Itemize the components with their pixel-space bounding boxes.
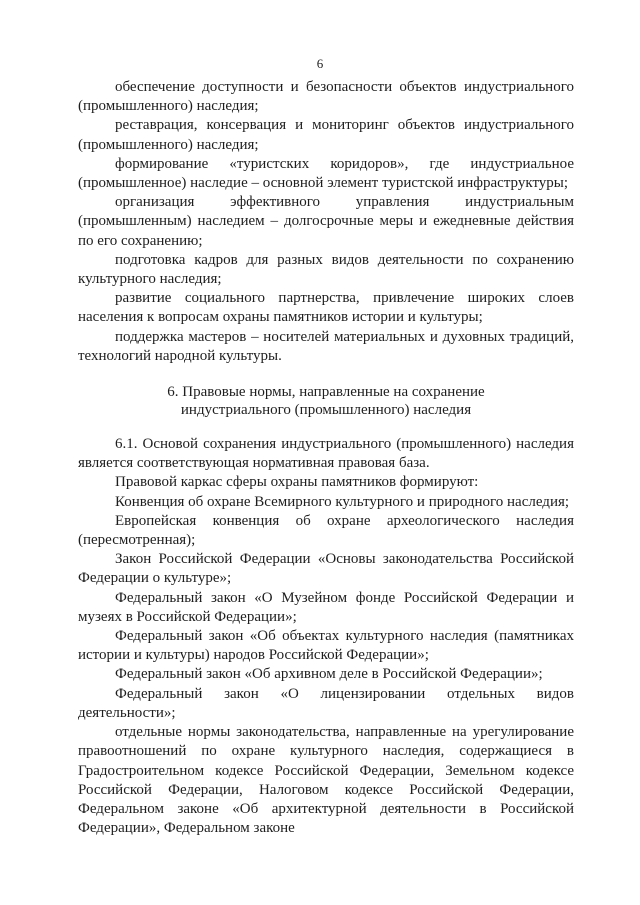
section-heading-line: 6. Правовые нормы, направленные на сохранение [167,384,485,401]
paragraph: 6.1. Основой сохранения индустриального (промышленного) наследия является соответствующая нормативная правовая база. [78,436,574,472]
list-item: формирование «туристских коридоров», где индустриальное (промышленное) наследие – основной элемент туристской инфраструктуры; [78,155,574,192]
paragraph: Правовой каркас сферы охраны памятников формируют: [115,474,479,491]
list-item: Федеральный закон «О Музейном фонде Российской Федерации и музеях в Российской Федерации»; [78,589,574,625]
section-heading-line: индустриального (промышленного) наследия [180,402,472,419]
list-item: Конвенция об охране Всемирного культурного и природного наследия; [115,493,570,510]
list-item: Федеральный закон «Об архивном деле в Российской Федерации»; [115,666,543,683]
list-item: Закон Российской Федерации «Основы законодательства Российской Федерации о культуре»; [78,551,574,587]
list-item: отдельные нормы законодательства, направленные на урегулирование правоотношений по охране культурного наследия, содержащиеся в Градостроительном кодексе Российской Федерации, Земельном кодексе Российской Федерации, Налоговом кодексе Российской Федерации, Федеральном законе «Об архитектурной деятельности в Российской Федерации», Федеральном законе [78,724,574,837]
list-item: обеспечение доступности и безопасности объектов индустриального (промышленного) наследия; [78,79,574,115]
document-body [78,78,574,838]
list-item: Федеральный закон «Об объектах культурного наследия (памятниках истории и культуры) народов Российской Федерации»; [78,628,574,664]
page-number: 6 [316,56,324,71]
list-item: подготовка кадров для разных видов деятельности по сохранению культурного наследия; [78,251,574,288]
list-item: поддержка мастеров – носителей материальных и духовных традиций, технологий народной культуры. [78,328,574,364]
list-item: Федеральный закон «О лицензировании отдельных видов деятельности»; [78,685,574,721]
list-item: развитие социального партнерства, привлечение широких слоев населения к вопросам охраны памятников истории и культуры; [78,290,574,326]
list-item: реставрация, консервация и мониторинг объектов индустриального (промышленного) наследия; [78,117,574,153]
list-item: организация эффективного управления индустриальным (промышленным) наследием – долгосрочные меры и ежедневные действия по его сохранению; [78,194,574,249]
list-item: Европейская конвенция об охране археологического наследия (пересмотренная); [78,512,574,549]
section-heading [78,383,574,419]
